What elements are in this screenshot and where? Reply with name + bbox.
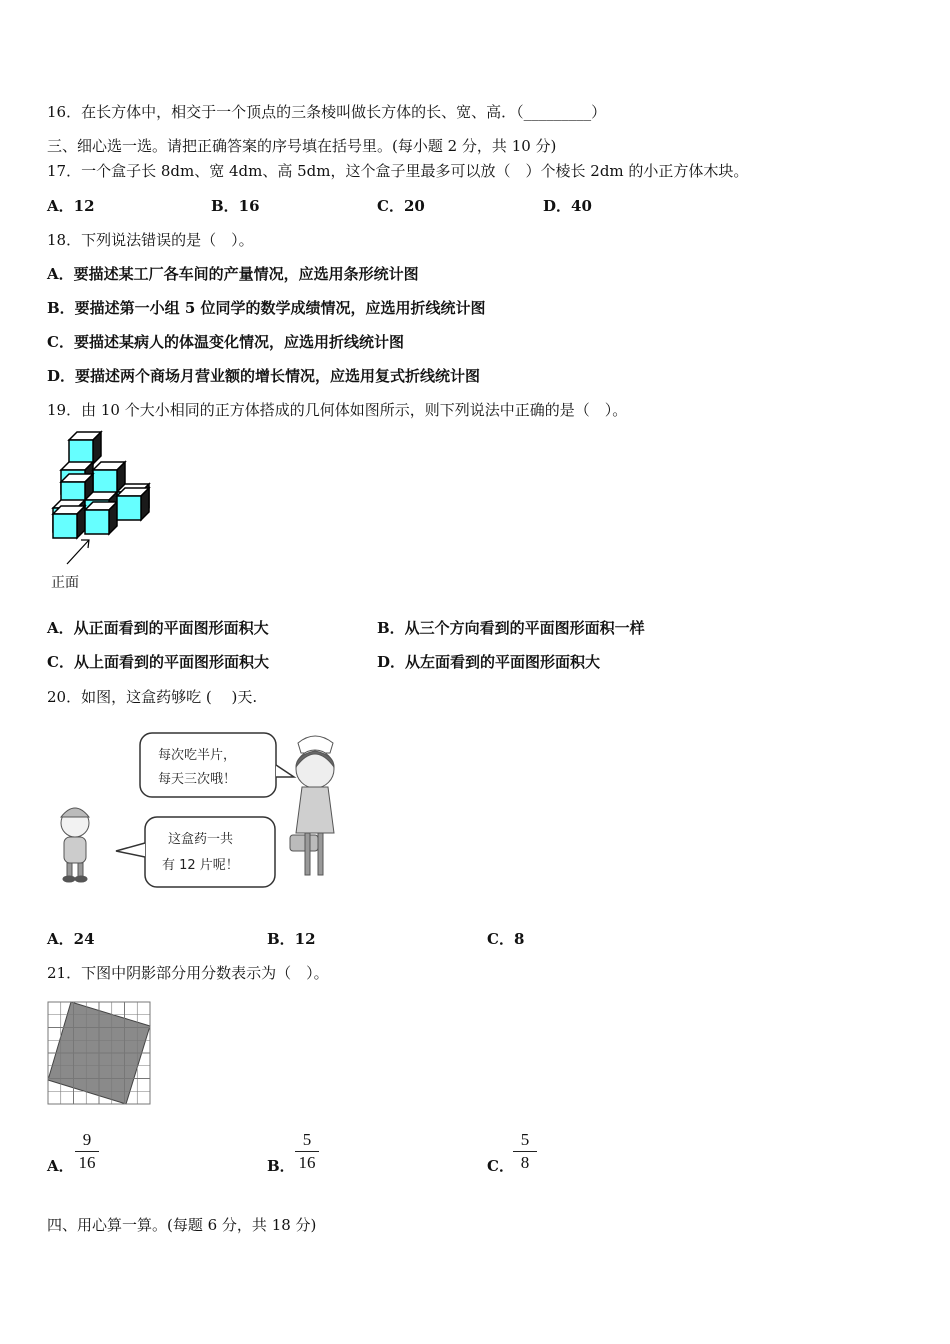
question-17: 17．一个盒子长 8dm、宽 4dm、高 5dm，这个盒子里最多可以放（ ）个棱长 2dm 的小正方体木块。 <box>47 162 749 180</box>
question-18: 18．下列说法错误的是（ ）。 <box>47 231 254 249</box>
q21-option-b-fraction[interactable] <box>295 1130 319 1173</box>
q21-option-c-label[interactable]: C． <box>487 1157 514 1175</box>
question-19: 19．由 10 个大小相同的正方体搭成的几何体如图所示，则下列说法中正确的是（ ）。 <box>47 401 628 419</box>
q21-option-a-label[interactable]: A． <box>47 1157 74 1175</box>
q19-option-a[interactable]: A．从正面看到的平面图形面积大 <box>47 619 269 637</box>
fraction-bar <box>513 1151 537 1152</box>
q20-option-b[interactable]: B．12 <box>267 930 316 948</box>
section-4-heading: 四、用心算一算。(每题 6 分，共 18 分) <box>47 1216 317 1234</box>
q18-option-d[interactable]: D．要描述两个商场月营业额的增长情况，应选用复式折线统计图 <box>47 367 481 385</box>
bubble2-line1: 这盒药一共 <box>168 832 234 847</box>
bubble2-line2: 有 12 片呢！ <box>162 858 239 873</box>
q21-option-b-label[interactable]: B． <box>267 1157 295 1175</box>
question-16: 16．在长方体中，相交于一个顶点的三条棱叫做长方体的长、宽、高．（_________） <box>47 103 607 121</box>
fraction-bar <box>75 1151 99 1152</box>
q18-option-b[interactable]: B．要描述第一小组 5 位同学的数学成绩情况，应选用折线统计图 <box>47 299 486 317</box>
medicine-dialog-figure <box>50 725 360 895</box>
nurse-illustration <box>290 736 334 875</box>
section-3-heading: 三、细心选一选。请把正确答案的序号填在括号里。(每小题 2 分，共 10 分) <box>47 137 557 155</box>
fraction-numerator: 5 <box>302 1130 312 1149</box>
fraction-denominator: 16 <box>298 1153 316 1172</box>
q21-option-a-fraction[interactable] <box>75 1130 99 1173</box>
q17-option-b[interactable]: B．16 <box>211 197 260 215</box>
q20-option-c[interactable]: C．8 <box>487 930 525 948</box>
bubble1-line2: 每天三次哦！ <box>158 772 237 787</box>
q17-option-c[interactable]: C．20 <box>377 197 425 215</box>
q19-option-c[interactable]: C．从上面看到的平面图形面积大 <box>47 653 269 671</box>
q19-option-b[interactable]: B．从三个方向看到的平面图形面积一样 <box>377 619 645 637</box>
bubble1-line1: 每次吃半片， <box>158 748 237 763</box>
grid-shaded-square-figure <box>46 1000 152 1106</box>
question-21: 21．下图中阴影部分用分数表示为（ ）。 <box>47 964 329 982</box>
q17-option-d[interactable]: D．40 <box>543 197 592 215</box>
q18-option-c[interactable]: C．要描述某病人的体温变化情况，应选用折线统计图 <box>47 333 404 351</box>
q21-option-c-fraction[interactable] <box>513 1130 537 1173</box>
front-view-label: 正面 <box>51 575 79 591</box>
fraction-bar <box>295 1151 319 1152</box>
fraction-numerator: 9 <box>82 1130 92 1149</box>
question-20: 20．如图，这盒药够吃 ( )天. <box>47 688 258 706</box>
girl-illustration <box>61 808 89 882</box>
q18-option-a[interactable]: A．要描述某工厂各车间的产量情况，应选用条形统计图 <box>47 265 419 283</box>
q19-option-d[interactable]: D．从左面看到的平面图形面积大 <box>377 653 601 671</box>
fraction-numerator: 5 <box>520 1130 530 1149</box>
q20-option-a[interactable]: A．24 <box>47 930 95 948</box>
fraction-denominator: 8 <box>520 1153 530 1172</box>
q17-option-a[interactable]: A．12 <box>47 197 95 215</box>
fraction-denominator: 16 <box>78 1153 96 1172</box>
